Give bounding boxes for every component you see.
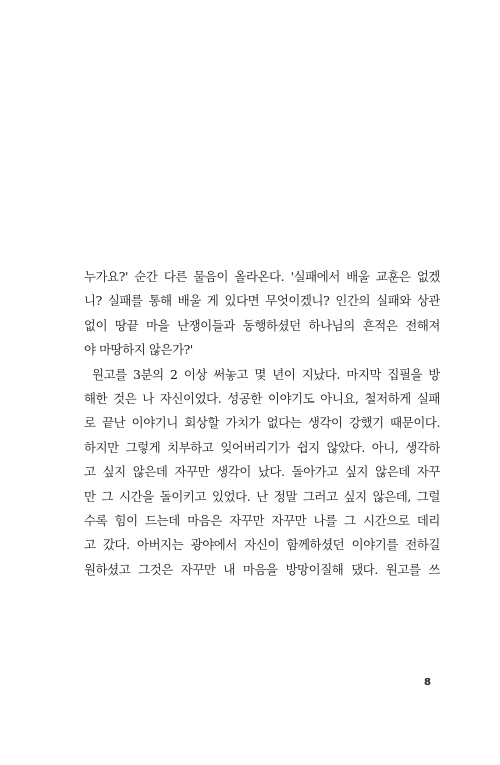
text-line: 고 싶지 않은데 자꾸만 생각이 났다. 돌아가고 싶지 않은데 자꾸 bbox=[84, 464, 440, 480]
page-number: 8 bbox=[424, 677, 431, 688]
text-line: 수록 힘이 드는데 마음은 자꾸만 자꾸만 나를 그 시간으로 데리 bbox=[84, 512, 440, 528]
text-line: 고 갔다. 아버지는 광야에서 자신이 함께하셨던 이야기를 전하길 bbox=[84, 537, 440, 553]
text-line: 원고를 3분의 2 이상 써놓고 몇 년이 지났다. 마지막 집필을 방 bbox=[92, 366, 440, 382]
text-line: 만 그 시간을 돌이키고 있었다. 난 정말 그러고 싶지 않은데, 그럴 bbox=[84, 488, 440, 504]
text-line: 야 마땅하지 않은가?' bbox=[84, 342, 193, 358]
text-line: 로 끝난 이야기니 회상할 가치가 없다는 생각이 강했기 때문이다. bbox=[84, 415, 440, 431]
text-line: 해한 것은 나 자신이었다. 성공한 이야기도 아니요, 철저하게 실패 bbox=[84, 390, 440, 406]
text-line: 니? 실패를 통해 배울 게 있다면 무엇이겠니? 인간의 실패와 상관 bbox=[84, 293, 440, 309]
text-line: 없이 땅끝 마을 난쟁이들과 동행하셨던 하나님의 흔적은 전해져 bbox=[84, 317, 440, 333]
text-line: 원하셨고 그것은 자꾸만 내 마음을 방망이질해 댔다. 원고를 쓰 bbox=[84, 561, 440, 577]
text-line: 누가요?' 순간 다른 물음이 올라온다. '실패에서 배울 교훈은 없겠 bbox=[84, 269, 440, 284]
text-line: 하지만 그렇게 치부하고 잊어버리기가 쉽지 않았다. 아니, 생각하 bbox=[84, 439, 440, 455]
body-text bbox=[84, 265, 440, 582]
